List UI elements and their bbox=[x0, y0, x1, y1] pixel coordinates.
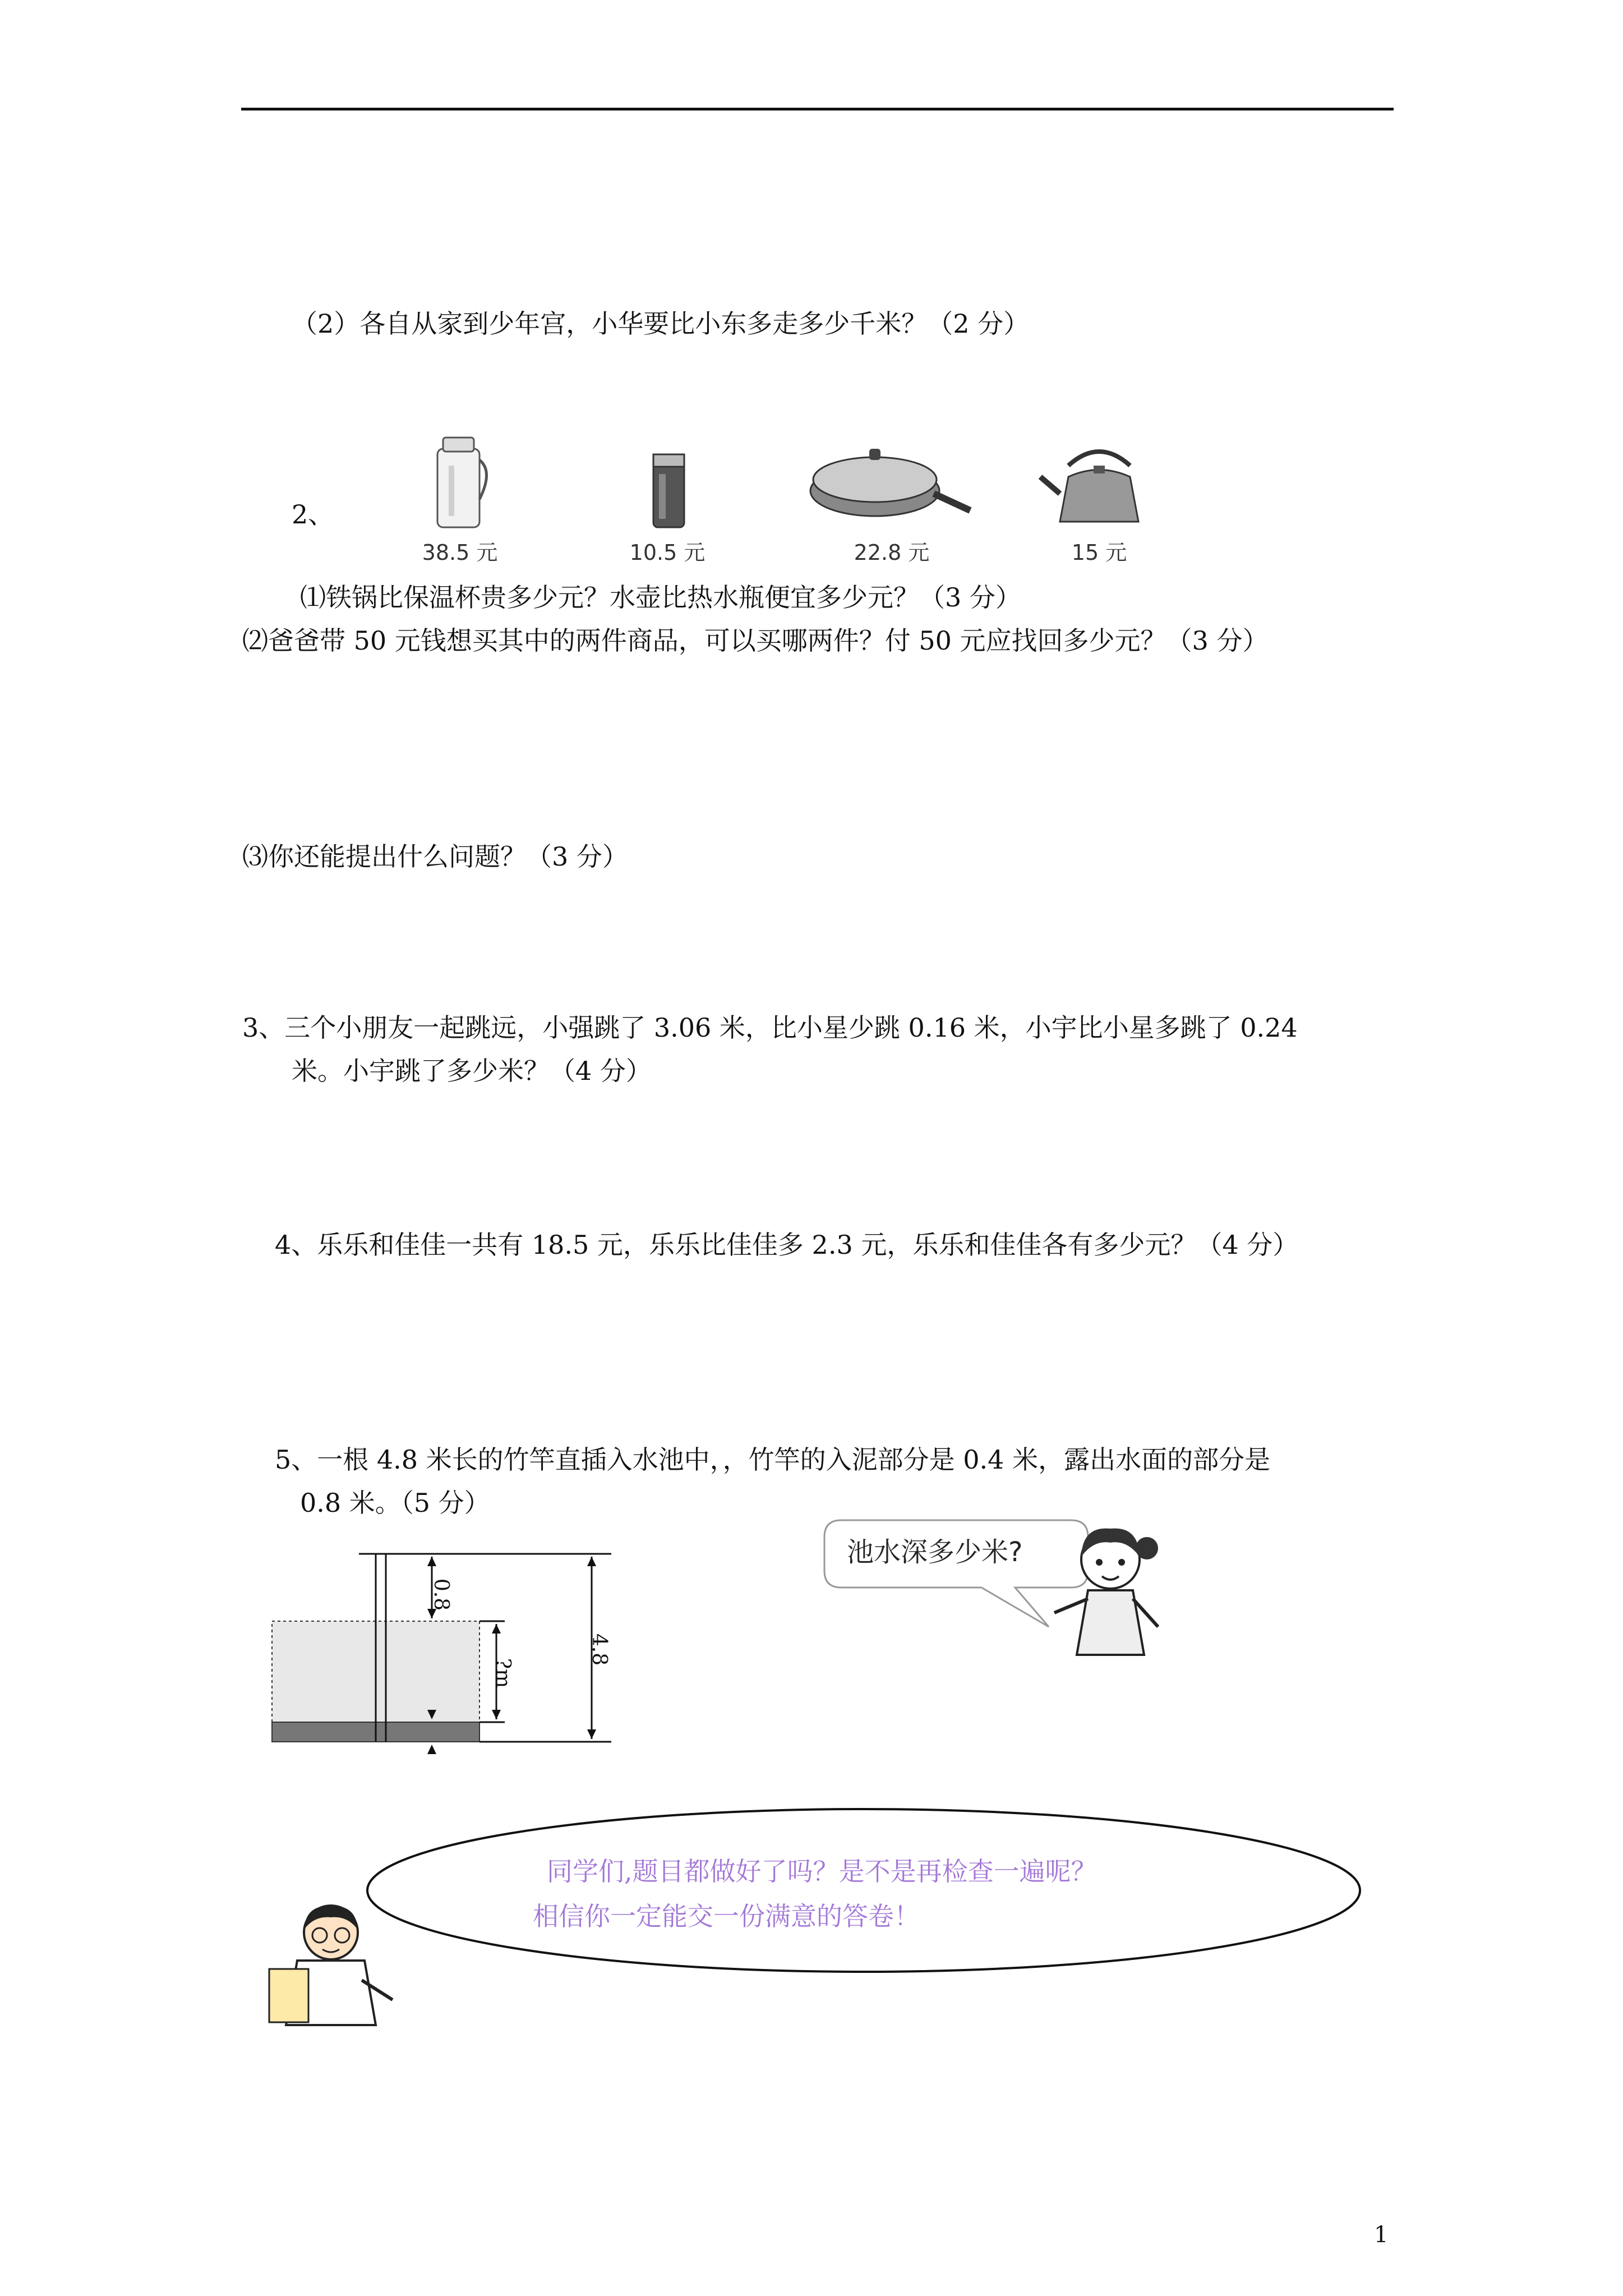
teacher-message-line-2: 相信你一定能交一份满意的答卷！ bbox=[533, 1901, 920, 1931]
diagram-label-exposed: 0.8 bbox=[430, 1578, 453, 1611]
question-2-label: 2、 bbox=[292, 499, 334, 530]
product-kettle bbox=[1038, 432, 1161, 566]
kettle-icon bbox=[1038, 432, 1161, 533]
thermos-icon bbox=[426, 432, 494, 533]
girl-question: 池水深多少米? bbox=[847, 1536, 1023, 1568]
question-2-part-3: ⑶你还能提出什么问题？（3 分） bbox=[242, 841, 628, 872]
question-4: 4、乐乐和佳佳一共有 18.5 元，乐乐比佳佳多 2.3 元，乐乐和佳佳各有多少元？（4 分） bbox=[275, 1230, 1299, 1260]
product-price: 38.5 元 bbox=[422, 540, 498, 565]
question-3-line-2: 米。小宇跳了多少米？（4 分） bbox=[292, 1056, 652, 1086]
product-price: 22.8 元 bbox=[854, 540, 930, 565]
teacher-illustration bbox=[264, 1896, 404, 2031]
product-price: 10.5 元 bbox=[629, 540, 706, 565]
insulated-cup-icon bbox=[634, 432, 701, 533]
page-number: 1 bbox=[1374, 2222, 1389, 2248]
question-5-line-2: 0.8 米。（5 分） bbox=[300, 1488, 490, 1518]
product-thermos bbox=[415, 432, 505, 566]
diagram-label-water-depth: ?m bbox=[491, 1658, 515, 1688]
product-insulated-cup bbox=[623, 432, 712, 566]
question-2-part-1: ⑴铁锅比保温杯贵多少元？水壶比热水瓶便宜多少元？（3 分） bbox=[300, 582, 1021, 613]
frying-pan-icon bbox=[808, 432, 976, 533]
question-5-line-1: 5、一根 4.8 米长的竹竿直插入水池中，，竹竿的入泥部分是 0.4 米，露出水面的部分是 bbox=[275, 1444, 1271, 1475]
diagram-label-total: 4.8 bbox=[588, 1633, 611, 1666]
product-price: 15 元 bbox=[1071, 540, 1127, 565]
header-rule bbox=[241, 108, 1394, 111]
girl-illustration bbox=[1043, 1515, 1178, 1672]
product-frying-pan bbox=[808, 432, 976, 566]
question-3-line-1: 3、三个小朋友一起跳远，小强跳了 3.06 米，比小星少跳 0.16 米，小宇比小星多跳了 0.24 bbox=[242, 1013, 1298, 1043]
question-1-part-2: （2）各自从家到少年宫，小华要比小东多走多少千米？（2 分） bbox=[292, 309, 1030, 339]
question-2-part-2: ⑵爸爸带 50 元钱想买其中的两件商品，可以买哪两件？付 50 元应找回多少元？（3 分） bbox=[242, 625, 1269, 656]
teacher-message-line-1: 同学们,题目都做好了吗？是不是再检查一遍呢？ bbox=[547, 1856, 1097, 1887]
